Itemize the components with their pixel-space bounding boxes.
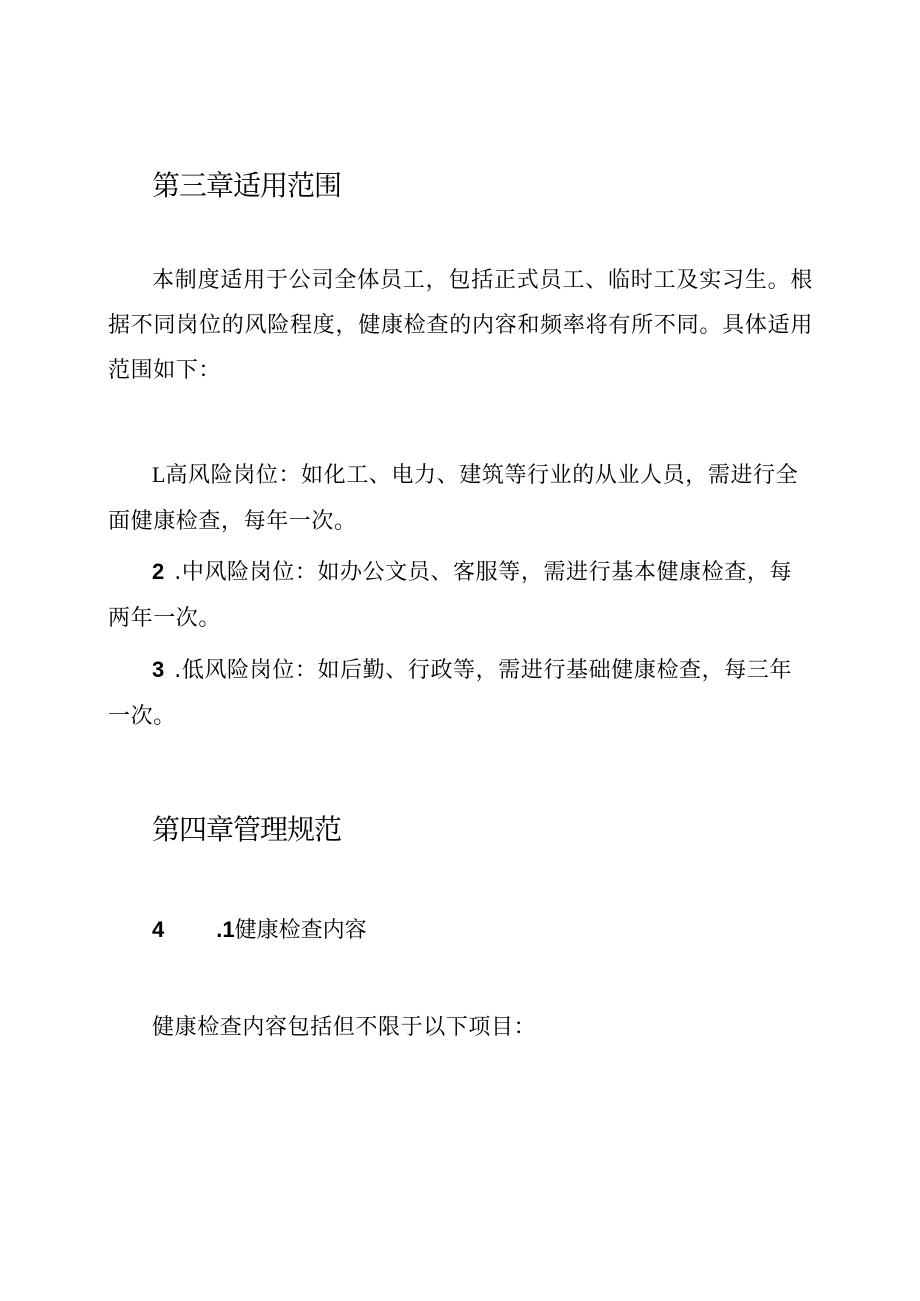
chapter-3-heading: 第三章适用范围	[152, 169, 342, 202]
scope-item-low-risk	[108, 647, 813, 740]
scope-item-text: 高风险岗位：如化工、电力、建筑等行业的从业人员，需进行全面健康检查，每年一次。	[108, 463, 799, 534]
section-number-major: 4	[152, 917, 165, 942]
scope-item-number: 2	[152, 559, 165, 584]
scope-item-medium-risk	[108, 549, 813, 642]
scope-item-number: 3	[152, 657, 165, 682]
scope-item-text: .低风险岗位：如后勤、行政等，需进行基础健康检查，每三年一次。	[108, 658, 793, 729]
section-4-1-heading	[152, 912, 367, 949]
scope-item-high-risk	[108, 452, 813, 545]
scope-item-number: L	[152, 462, 166, 487]
health-check-lead-line: 健康检查内容包括但不限于以下项目：	[152, 1015, 537, 1040]
section-label: 健康检查内容	[234, 918, 367, 943]
scope-item-text: .中风险岗位：如办公文员、客服等，需进行基本健康检查，每两年一次。	[108, 560, 793, 631]
chapter-3-intro-paragraph: 本制度适用于公司全体员工，包括正式员工、临时工及实习生。根据不同岗位的风险程度，健康检查的内容和频率将有所不同。具体适用范围如下：	[108, 268, 813, 383]
chapter-4-heading: 第四章管理规范	[152, 813, 342, 846]
section-number-minor: .1	[216, 917, 235, 942]
